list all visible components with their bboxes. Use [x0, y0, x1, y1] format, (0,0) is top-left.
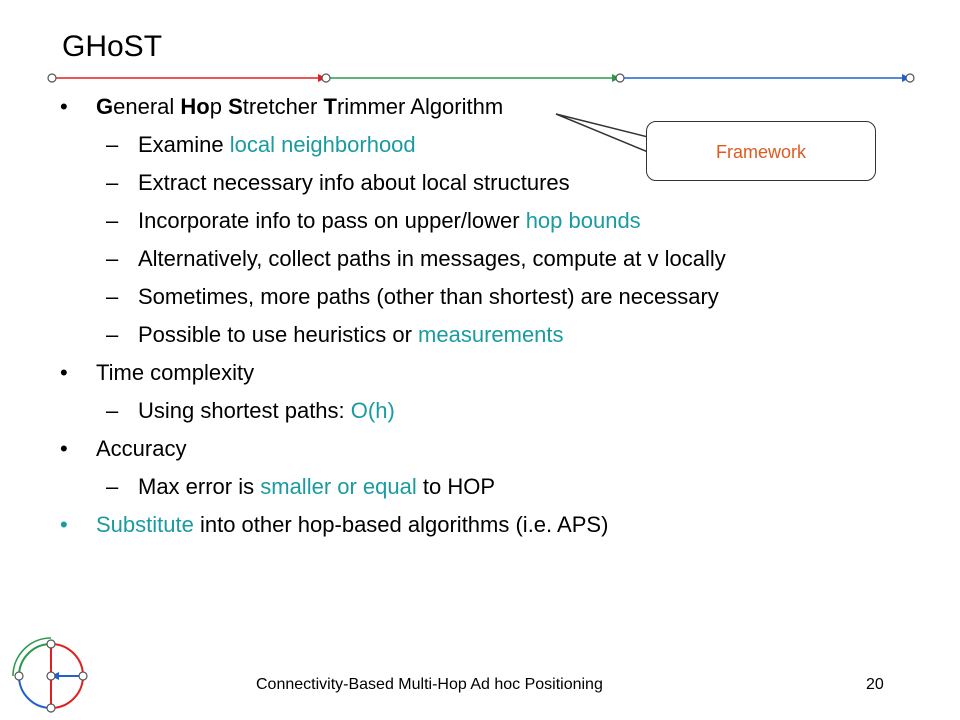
bullet-text-run: to HOP — [416, 474, 496, 499]
footer-title: Connectivity-Based Multi-Hop Ad hoc Positioning — [256, 676, 603, 693]
bullet-dash: – — [106, 474, 119, 499]
bullet-text-run: Ho — [180, 94, 210, 119]
bullet-text-run: Max error is — [138, 474, 261, 499]
bullet-text-run: hop bounds — [525, 208, 641, 233]
bullet-text-run: Incorporate info to pass on upper/lower — [138, 208, 526, 233]
bullet-dash: – — [106, 208, 119, 233]
bullet-text-run: eneral — [113, 94, 181, 119]
bullet-text-run: Extract necessary info about local structures — [138, 170, 570, 195]
bullet-text-run: S — [228, 94, 243, 119]
sub-bullet-item — [0, 392, 900, 430]
bullet-item — [0, 354, 900, 392]
bullet-text-run: measurements — [418, 322, 564, 347]
bullet-text-run: smaller or equal — [260, 474, 417, 499]
bullet-dash: – — [106, 284, 119, 309]
bullet-dot: • — [60, 436, 68, 461]
framework-callout — [646, 121, 876, 181]
bullet-dot: • — [60, 360, 68, 385]
bullet-text-run: O(h) — [350, 398, 395, 423]
bullet-dash: – — [106, 322, 119, 347]
page-number: 20 — [866, 676, 884, 693]
sub-bullet-item — [0, 240, 900, 278]
sub-bullet-item — [0, 316, 900, 354]
bullet-text-run: Possible to use heuristics or — [138, 322, 419, 347]
bullet-dash: – — [106, 246, 119, 271]
bullet-text-run: rimmer Algorithm — [336, 94, 504, 119]
bullet-dash: – — [106, 170, 119, 195]
bullet-text-run: Substitute — [96, 512, 194, 537]
sub-bullet-item — [0, 278, 900, 316]
bullet-dot: • — [60, 94, 68, 119]
bullet-text-run: into other hop-based algorithms (i.e. APS) — [193, 512, 609, 537]
bullet-text-run: tretcher — [242, 94, 324, 119]
bullet-text-run: Using shortest paths: — [138, 398, 351, 423]
bullet-dash: – — [106, 132, 119, 157]
callout-text: Framework — [715, 142, 806, 162]
bullet-text-run: Accuracy — [96, 436, 187, 461]
bullet-text-run: Examine — [138, 132, 230, 157]
bullet-text-run: local neighborhood — [229, 132, 416, 157]
bullet-item — [0, 430, 900, 468]
sub-bullet-item — [0, 468, 900, 506]
bullet-dash: – — [106, 398, 119, 423]
bullet-dot: • — [60, 512, 68, 537]
bullet-text-run: Time complexity — [96, 360, 255, 385]
slide-title: GHoST — [62, 30, 163, 63]
bullet-text-run: T — [323, 94, 337, 119]
network-logo-icon — [6, 634, 96, 718]
bullet-item — [0, 506, 900, 544]
bullet-text-run: Alternatively, collect paths in messages, compute at v locally — [138, 246, 726, 271]
bullet-text-run: p — [209, 94, 229, 119]
sub-bullet-item — [0, 202, 900, 240]
bullet-text-run: G — [96, 94, 114, 119]
bullet-text-run: Sometimes, more paths (other than shortest) are necessary — [138, 284, 719, 309]
